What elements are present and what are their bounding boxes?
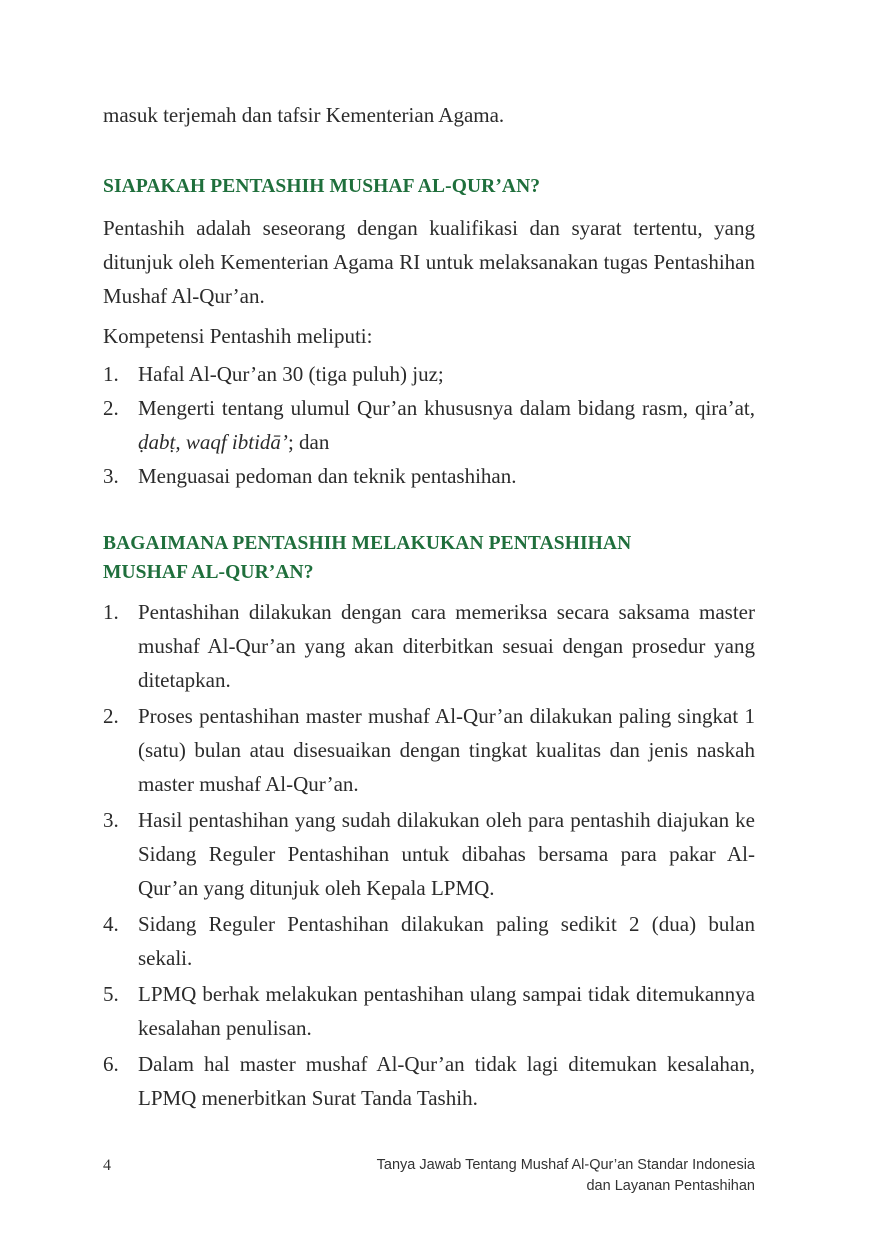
running-title [377, 1155, 755, 1197]
list-item-text: Proses pentashihan master mushaf Al-Qur’an dilakukan paling singkat 1 (satu) bulan atau disesuaikan dengan tingkat kualitas dan jenis naskah master mushaf Al-Qur’an. [138, 704, 755, 796]
list-item [103, 977, 755, 1045]
list-item-text: Menguasai pedoman dan teknik pentashihan. [138, 464, 517, 488]
section-heading-who: SIAPAKAH PENTASHIH MUSHAF AL-QUR’AN? [103, 176, 541, 197]
section-heading-how [103, 529, 755, 587]
list-item-text: LPMQ berhak melakukan pentashihan ulang sampai tidak ditemukannya kesalahan penulisan. [138, 982, 755, 1040]
continuation-text: masuk terjemah dan tafsir Kementerian Agama. [103, 103, 505, 127]
list-item-text: Dalam hal master mushaf Al-Qur’an tidak lagi ditemukan kesalahan, LPMQ menerbitkan Surat Tanda Tashih. [138, 1052, 755, 1110]
list-item [103, 595, 755, 697]
competence-intro: Kompetensi Pentashih meliputi: [103, 324, 373, 348]
list-item-italic-terms: ḍabṭ, waqf ibtidā’ [138, 430, 288, 454]
list-item-text-end: ; dan [287, 430, 330, 454]
list-item-text: Pentashihan dilakukan dengan cara memeriksa secara saksama master mushaf Al-Qur’an yang akan diterbitkan sesuai dengan prosedur yang ditetapkan. [138, 600, 755, 692]
list-item [103, 459, 755, 493]
page-number: 4 [103, 1157, 111, 1174]
running-title-line1: Tanya Jawab Tentang Mushaf Al-Qur’an Standar Indonesia [376, 1157, 755, 1173]
definition-paragraph: Pentashih adalah seseorang dengan kualifikasi dan syarat tertentu, yang ditunjuk oleh Kementerian Agama RI untuk melaksanakan tugas Pentashihan Mushaf Al-Qur’an. [103, 216, 755, 308]
list-number: 2. [103, 704, 119, 728]
list-item [103, 907, 755, 975]
list-number: 3. [103, 464, 119, 488]
list-number: 6. [103, 1052, 119, 1076]
section-heading-how-line1: BAGAIMANA PENTASHIH MELAKUKAN PENTASHIHAN [103, 533, 632, 554]
list-number: 3. [103, 808, 119, 832]
list-item [103, 391, 755, 459]
competence-list [103, 357, 755, 493]
section-body-who [103, 211, 755, 493]
list-item [103, 357, 755, 391]
running-title-line2: dan Layanan Pentashihan [586, 1178, 755, 1194]
list-item [103, 699, 755, 801]
list-item-text: Hafal Al-Qur’an 30 (tiga puluh) juz; [138, 362, 444, 386]
list-number: 1. [103, 362, 119, 386]
list-number: 5. [103, 982, 119, 1006]
list-item-text: Sidang Reguler Pentashihan dilakukan paling sedikit 2 (dua) bulan sekali. [138, 912, 755, 970]
list-item-text: Hasil pentashihan yang sudah dilakukan oleh para pentashih diajukan ke Sidang Reguler Pentashihan untuk dibahas bersama para pakar Al-Qur’an yang ditunjuk oleh Kepala LPMQ. [138, 808, 755, 900]
list-number: 1. [103, 600, 119, 624]
list-item [103, 803, 755, 905]
list-number: 2. [103, 396, 119, 420]
list-number: 4. [103, 912, 119, 936]
list-item [103, 1047, 755, 1115]
procedure-list [103, 595, 755, 1117]
section-heading-how-line2: MUSHAF AL-QUR’AN? [103, 562, 314, 583]
list-item-text: Mengerti tentang ulumul Qur’an khususnya dalam bidang rasm, qira’at, [138, 396, 755, 420]
